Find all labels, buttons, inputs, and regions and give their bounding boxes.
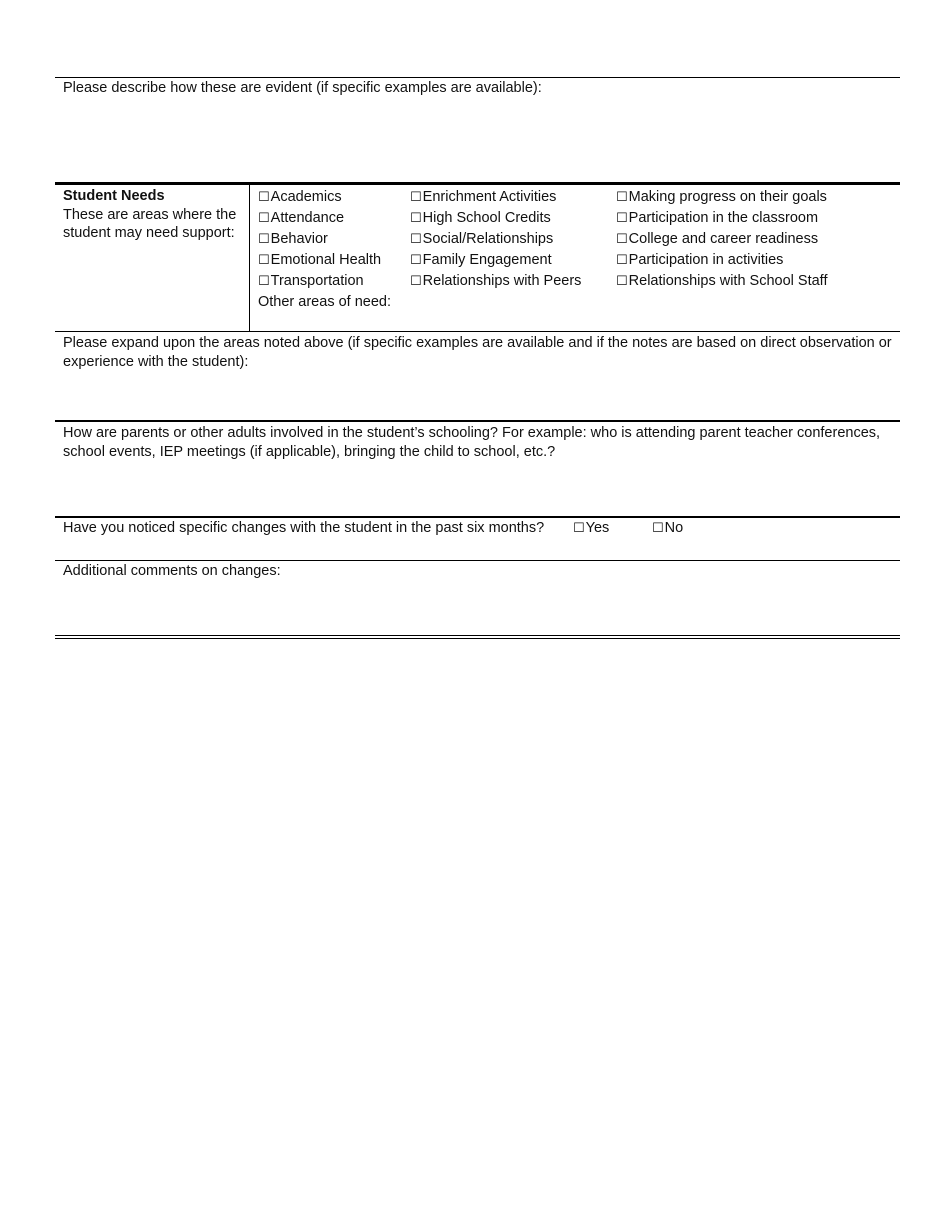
form-bottom-double-rule — [55, 635, 900, 639]
option-label: Relationships with School Staff — [628, 273, 828, 289]
needs-column-3 — [616, 187, 827, 292]
option-label: Participation in the classroom — [628, 210, 819, 226]
student-support-form — [55, 77, 900, 639]
needs-option-relationships-school-staff[interactable] — [616, 271, 827, 292]
needs-option-social-relationships[interactable] — [410, 229, 581, 250]
checkbox-icon[interactable]: ☐ — [410, 274, 422, 289]
option-label: Social/Relationships — [422, 231, 554, 247]
needs-option-behavior[interactable] — [258, 229, 381, 250]
option-label: High School Credits — [422, 210, 551, 226]
additional-comments-section[interactable] — [55, 560, 900, 635]
student-needs-options — [250, 185, 900, 331]
needs-option-participation-classroom[interactable] — [616, 208, 827, 229]
additional-comments-prompt: Additional comments on changes: — [63, 563, 281, 579]
needs-column-1 — [258, 187, 381, 292]
needs-option-high-school-credits[interactable] — [410, 208, 581, 229]
checkbox-icon[interactable]: ☐ — [410, 211, 422, 226]
needs-option-enrichment-activities[interactable] — [410, 187, 581, 208]
changes-prompt: Have you noticed specific changes with the student in the past six months? — [63, 520, 545, 536]
yes-label: Yes — [585, 520, 610, 536]
checkbox-icon[interactable]: ☐ — [258, 232, 270, 247]
evident-prompt: Please describe how these are evident (if specific examples are available): — [63, 80, 542, 96]
option-label: Behavior — [270, 231, 328, 247]
option-label: Attendance — [270, 210, 345, 226]
option-label: Participation in activities — [628, 252, 784, 268]
student-needs-title: Student Needs — [63, 188, 165, 204]
checkbox-icon[interactable]: ☐ — [616, 232, 628, 247]
option-label: Emotional Health — [270, 252, 382, 268]
checkbox-icon[interactable]: ☐ — [410, 253, 422, 268]
other-areas-of-need-label[interactable]: Other areas of need: — [258, 294, 391, 310]
option-label: College and career readiness — [628, 231, 819, 247]
needs-option-emotional-health[interactable] — [258, 250, 381, 271]
changes-section — [55, 516, 900, 560]
student-needs-section — [55, 182, 900, 331]
checkbox-icon[interactable]: ☐ — [616, 274, 628, 289]
changes-yes-option[interactable] — [573, 520, 609, 536]
expand-prompt: Please expand upon the areas noted above (if specific examples are available and if the notes are based on direct observation or experience with the student): — [63, 335, 892, 370]
needs-option-relationships-with-peers[interactable] — [410, 271, 581, 292]
checkbox-icon[interactable]: ☐ — [616, 253, 628, 268]
needs-option-attendance[interactable] — [258, 208, 381, 229]
option-label: Family Engagement — [422, 252, 552, 268]
no-label: No — [664, 520, 684, 536]
needs-option-making-progress[interactable] — [616, 187, 827, 208]
option-label: Relationships with Peers — [422, 273, 582, 289]
option-label: Making progress on their goals — [628, 189, 827, 205]
needs-option-transportation[interactable] — [258, 271, 381, 292]
checkbox-icon[interactable]: ☐ — [616, 190, 628, 205]
option-label: Academics — [270, 189, 342, 205]
student-needs-label-cell — [55, 185, 250, 331]
expand-section[interactable] — [55, 331, 900, 420]
evident-section[interactable] — [55, 77, 900, 182]
checkbox-icon[interactable]: ☐ — [652, 521, 664, 536]
needs-option-participation-activities[interactable] — [616, 250, 827, 271]
needs-option-family-engagement[interactable] — [410, 250, 581, 271]
parents-involvement-section[interactable] — [55, 420, 900, 516]
changes-no-option[interactable] — [652, 520, 683, 536]
option-label: Transportation — [270, 273, 364, 289]
checkbox-icon[interactable]: ☐ — [410, 190, 422, 205]
needs-option-college-career-readiness[interactable] — [616, 229, 827, 250]
checkbox-icon[interactable]: ☐ — [573, 521, 585, 536]
student-needs-description: These are areas where the student may need support: — [63, 206, 237, 241]
checkbox-icon[interactable]: ☐ — [258, 253, 270, 268]
checkbox-icon[interactable]: ☐ — [616, 211, 628, 226]
needs-option-academics[interactable] — [258, 187, 381, 208]
checkbox-icon[interactable]: ☐ — [410, 232, 422, 247]
needs-column-2 — [410, 187, 581, 292]
checkbox-icon[interactable]: ☐ — [258, 274, 270, 289]
checkbox-icon[interactable]: ☐ — [258, 211, 270, 226]
option-label: Enrichment Activities — [422, 189, 557, 205]
parents-involvement-prompt: How are parents or other adults involved in the student’s schooling? For example: who is attending parent teacher conferences, school events, IEP meetings (if applicable), bringing the child to school, etc.? — [63, 425, 881, 460]
checkbox-icon[interactable]: ☐ — [258, 190, 270, 205]
